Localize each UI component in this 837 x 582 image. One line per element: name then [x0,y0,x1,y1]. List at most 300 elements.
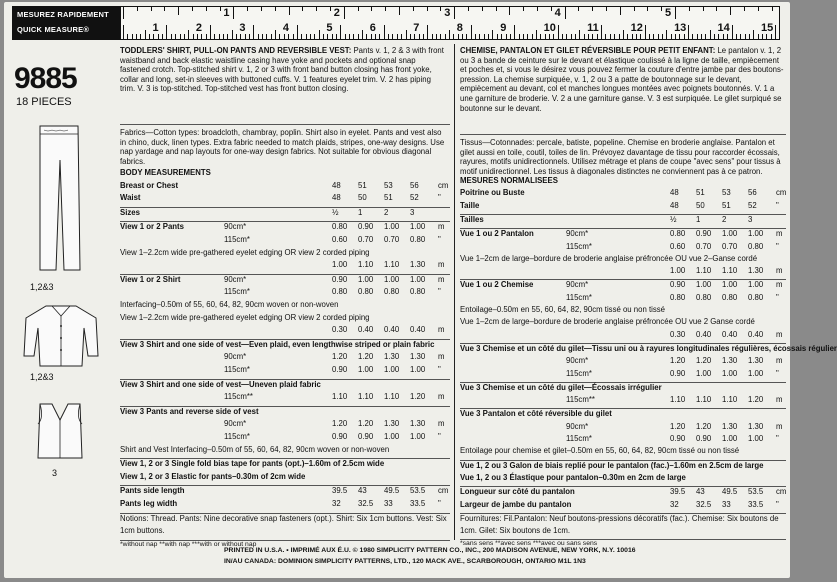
ruler-inch-tick [385,7,386,11]
ruler-inch-tick [289,7,290,15]
ruler-cm-number: 1 [152,22,159,34]
table-row-label: Entoilage–0.50m en 55, 60, 64, 82, 90cm tissé ou non tissé [460,305,666,314]
ruler-tick [523,34,524,39]
table-row-label: View 3 Pants and reverse side of vest [120,406,259,416]
ruler-tick [497,34,498,39]
table-value: 0.60 [332,235,348,244]
ruler-tick [471,25,472,39]
ruler-tick [592,34,593,39]
ruler-tick [166,25,167,39]
ruler-inch-tick [661,7,662,11]
table-value: 51 [696,188,705,198]
ruler-tick [336,34,337,39]
ruler-tick [636,34,637,39]
table-row-label: View 1–2.2cm wide pre-gathered eyelet edging OR view 2 corded piping [120,312,370,322]
table-value: 0.80 [332,287,348,297]
ruler-cm-number: 8 [456,22,463,34]
ruler-tick [297,25,298,39]
en-description-body: Pants v. 1, 2 & 3 with front waistband and back elastic waistline casing have yoke and pockets and optional snap fastened crotch. Top-stitched shirt v. 1, 2 or 3 with front band button closing has front yoke, collar and long, set-in sleeves with buttoned cuffs. V. 1 features eyelet trim. V. 2 has piping trim. V. 3 is top-stitched. Top-stitched vest has front button closing. [120,46,444,94]
table-value: 3 [410,207,415,217]
ruler-tick [514,25,515,39]
ruler-tick [614,34,615,39]
footer-line-1: PRINTED IN U.S.A. • IMPRIMÉ AUX É.U. © 1980 SIMPLICITY PATTERN CO., INC., 200 MADISON AVENUE, NEW YORK, N.Y. 10016 [224,547,636,554]
table-value: 1.00 [384,274,400,284]
table-value: 1.20 [696,421,712,431]
ruler-tick [158,34,159,39]
table-value: 0.60 [670,241,686,251]
table-value: 0.70 [384,235,400,244]
table-unit: " [776,200,779,210]
ruler-tick [306,34,307,39]
table-value: 0.80 [696,292,712,302]
ruler-tick [371,34,372,39]
table-row-label: Fournitures: Fil.Pantalon: Neuf boutons-pressions décoratifs (fac.). Chemise: Six boutons de [460,513,779,523]
ruler-inch-tick [565,7,566,19]
table-value: 0.70 [722,241,738,251]
piece-count: 18 PIECES [16,96,72,108]
table-value: 0.80 [748,241,764,251]
ruler-tick [210,25,211,39]
ruler-tick [549,34,550,39]
table-fabric-width: 90cm* [224,274,247,284]
table-fabric-width: 90cm* [224,222,247,232]
ruler-tick [623,30,624,39]
table-row-label: Interfacing–0.50m of 55, 60, 64, 82, 90cm woven or non-woven [120,300,339,309]
table-value: 0.80 [410,235,426,244]
table-value: 1.10 [384,392,400,402]
ruler-tick [445,34,446,39]
ruler-tick [575,34,576,39]
table-value: 1.30 [722,356,738,366]
table-fabric-width: 90cm* [224,419,247,429]
table-row-label: Poitrine ou Buste [460,188,525,198]
ruler-tick [397,34,398,39]
ruler-tick [440,34,441,39]
ruler-tick [401,34,402,39]
table-value: 56 [748,188,757,198]
table-value: 53 [384,180,393,190]
ruler-inch-number: 4 [554,7,561,19]
table-value: 1.10 [358,260,374,270]
table-unit: m [438,325,445,335]
table-value: 32 [332,499,341,508]
table-unit: m [438,222,445,232]
ruler-inch-tick [620,7,621,15]
ruler-tick [358,34,359,39]
ruler-label-en: QUICK MEASURE® [17,25,90,34]
ruler-tick [501,34,502,39]
table-row-label: View 1–2.2cm wide pre-gathered eyelet edging OR view 2 corded piping [120,247,370,257]
table-value: 1 [696,214,701,224]
ruler-tick [671,34,672,39]
ruler-inch-tick [164,7,165,11]
table-value: 51 [358,180,367,190]
table-value: 1.20 [358,352,374,362]
ruler-tick [293,34,294,39]
table-value: 1.30 [384,352,400,362]
ruler-cm-number: 11 [587,22,599,34]
table-fabric-width: 115cm* [224,365,250,374]
ruler-tick [353,34,354,39]
table-value: 0.80 [332,222,348,232]
ruler-inch-tick [744,7,745,11]
table-value: 1.00 [748,434,764,443]
table-value: 51 [384,193,393,203]
ruler-tick [175,34,176,39]
ruler-inch-tick [606,7,607,11]
ruler-tick [245,34,246,39]
fr-fabrics-body: Tissus—Cotonnades: percale, batiste, popeline. Chemise en broderie anglaise. Pantalon et gilet aussi en toile, coutil, toiles de lin. Prévoyez davantage de tissu pour raccorder écossais, rayures, motifs unidirectionnels. Utilisez métrage et plans de coupe "avec sens" pour tissus à motif unidirectionnel. Les tissus à diagonales distinctes ne conviennent pas à ce patron. [460,138,781,176]
table-row-label: View 1, 2 or 3 Single fold bias tape for pants (opt.)–1.60m of 2.5cm wide [120,459,385,469]
ruler-cm-number: 4 [282,22,289,34]
column-divider [454,44,455,540]
table-value: 50 [696,200,705,210]
ruler-inch-tick [316,7,317,11]
table-value: 50 [358,193,367,203]
table-value: 0.30 [332,325,348,335]
ruler-tick [519,34,520,39]
table-unit: " [438,235,441,244]
en-rule [120,124,450,125]
ruler-inch-tick [758,7,759,11]
table-row-label: Breast or Chest [120,180,179,190]
ruler-cm-number: 5 [326,22,333,34]
table-unit: " [438,432,441,441]
ruler-tick [584,34,585,39]
ruler-tick [123,25,124,39]
ruler-inch-tick [413,7,414,11]
table-row-label: Vue 1 ou 2 Pantalon [460,229,534,239]
ruler-tick [732,25,733,39]
table-value: 0.90 [332,432,348,441]
table-value: 1.20 [332,419,348,429]
ruler-tick [362,30,363,39]
ruler-cm-number: 2 [195,22,203,34]
table-row-label: BODY MEASUREMENTS [120,168,211,177]
table-unit: m [438,274,445,284]
table-value: 2 [722,214,727,224]
table-value: 1.00 [722,280,738,290]
ruler-tick [410,34,411,39]
table-unit: " [776,292,779,302]
table-value: 0.90 [358,222,374,232]
ruler-tick [332,34,333,39]
table-row-label: Taille [460,200,480,210]
table-value: 0.80 [384,287,400,297]
ruler-cm-number: 10 [543,22,556,34]
ruler-tick [588,34,589,39]
table-value: 33 [384,499,393,508]
ruler-tick [214,34,215,39]
table-unit: " [776,241,779,251]
ruler-tick [201,34,202,39]
ruler-inch-tick [468,7,469,11]
ruler-tick [758,34,759,39]
ruler-inch-tick [123,7,124,19]
ruler-tick [240,34,241,39]
table-row-label: Vue 1 ou 2 Chemise [460,280,534,290]
ruler-tick [227,34,228,39]
table-value: 0.40 [696,329,712,339]
table-unit: cm [776,487,787,497]
table-value: 1.00 [358,274,374,284]
table-unit: cm [438,180,449,190]
ruler-tick [288,34,289,39]
table-value: 1.00 [722,368,738,378]
table-row-label: Entoilage pour chemise et gilet–0.50m en 55, 60, 64, 82, 90cm tissé ou non tissé [460,446,740,456]
measure-ruler [12,6,780,40]
ruler-tick [375,34,376,39]
table-row-label: Tailles [460,214,484,224]
table-value: 48 [332,193,341,203]
ruler-inch-tick [206,7,207,11]
ruler-tick [710,30,711,39]
table-row-label: Notions: Thread. Pants: Nine decorative snap fasteners (opt.). Shirt: Six 1cm buttons. Vest: Six [120,513,447,523]
ruler-tick [510,34,511,39]
table-value: 1.10 [332,392,348,402]
ruler-tick [436,34,437,39]
ruler-tick [558,25,559,39]
table-value: 1.30 [748,356,764,366]
table-row-label: 1cm buttons. [120,526,165,536]
table-value: 1.00 [722,229,738,239]
ruler-tick [545,34,546,39]
en-fabrics [120,128,446,166]
table-value: 1.00 [410,222,426,232]
table-value: 1.20 [696,356,712,366]
ruler-tick [206,34,207,39]
ruler-tick [366,34,367,39]
ruler-tick [162,34,163,39]
table-value: 3 [748,214,753,224]
table-value: 33.5 [748,499,764,509]
table-value: 1.30 [384,419,400,429]
table-value: 1.20 [358,419,374,429]
ruler-tick [684,34,685,39]
ruler-tick [310,34,311,39]
ruler-inch-tick [509,7,510,15]
ruler-tick [749,34,750,39]
ruler-tick [723,34,724,39]
table-value: 0.40 [384,325,400,335]
ruler-inch-tick [440,7,441,11]
table-value: 1.30 [410,352,426,362]
table-value: 33 [722,499,731,509]
table-unit: m [776,329,783,339]
table-value: 0.90 [332,274,348,284]
table-row-label: MESURES NORMALISEES [460,176,558,185]
table-value: 1.00 [748,368,764,378]
pattern-envelope-back [4,2,837,578]
table-value: 1.00 [384,432,400,441]
table-value: 48 [670,188,679,198]
ruler-inch-tick [592,7,593,11]
table-row-label: Longueur sur côté du pantalon [460,487,575,497]
ruler-tick [271,34,272,39]
ruler-tick [188,30,189,39]
ruler-inch-tick [261,7,262,11]
fr-description-body: Le pantalon v. 1, 2 ou 3 a bande de ceinture sur le devant et élastique coulissé à la ligne de taille, empiècement et poches et, si vous le désirez vous pouvez fermer la couture d'entre jambe par des boutons-pression. La chemise surpiquée, v. 1, 2 ou 3 a patte de boutonnage sur le devant, empiècement au devant, col et manches longues montées avec poignets boutonnés. V. 1 a une garniture de broderie. V. 2 a une garniture ganse. V. 3 est surpiquée. Le gilet surpiqué se boutonne sur le devant. [460,46,784,113]
table-value: 53.5 [748,487,764,497]
ruler-label-box [13,7,121,39]
ruler-cm-number: 12 [630,22,643,34]
ruler-tick [775,25,776,39]
ruler-tick [640,34,641,39]
en-description-title: TODDLERS' SHIRT, PULL-ON PANTS AND REVERSIBLE VEST: [120,46,352,55]
ruler-tick [180,34,181,39]
ruler-tick [601,25,602,39]
ruler-inch-tick [634,7,635,11]
ruler-tick [492,30,493,39]
ruler-inch-tick [358,7,359,11]
ruler-tick [314,34,315,39]
ruler-tick [319,30,320,39]
ruler-tick [184,34,185,39]
table-value: 51 [722,200,731,210]
ruler-inch-tick [496,7,497,11]
table-rule [460,214,786,215]
table-value: 1.20 [410,392,426,402]
ruler-tick [249,34,250,39]
ruler-tick [384,25,385,39]
table-row-label: Sizes [120,207,140,217]
table-value: 1.00 [384,365,400,374]
ruler-tick [718,34,719,39]
ruler-tick [619,34,620,39]
table-unit: m [438,392,445,402]
ruler-tick [692,34,693,39]
ruler-tick [406,30,407,39]
ruler-tick [579,30,580,39]
table-fabric-width: 115cm* [224,432,250,441]
pants-sketch [22,120,102,280]
ruler-tick [392,34,393,39]
ruler-inch-tick [647,7,648,11]
ruler-inch-tick [247,7,248,11]
ruler-inch-tick [330,7,331,11]
ruler-tick [484,34,485,39]
table-value: 0.80 [748,292,764,302]
table-fabric-width: 115cm* [566,292,592,302]
ruler-inch-tick [344,7,345,19]
ruler-inch-tick [716,7,717,11]
ruler-tick [571,34,572,39]
ruler-tick [566,34,567,39]
table-value: 0.70 [696,241,712,251]
pattern-number: 9885 [14,62,77,95]
shirt-sketch [18,298,104,368]
table-value: 33.5 [410,499,426,508]
table-value: 1.00 [748,280,764,290]
ruler-tick [453,34,454,39]
ruler-inch-tick [772,7,773,11]
table-value: 1.20 [332,352,348,362]
ruler-tick [132,34,133,39]
table-value: 1.20 [670,356,686,366]
table-value: 1.00 [696,280,712,290]
table-value: 0.80 [410,287,426,297]
ruler-label-fr: MESUREZ RAPIDEMENT [17,10,109,19]
table-value: 1.10 [696,266,712,276]
table-row-label: Vue 1, 2 ou 3 Élastique pour pantalon–0.30m en 2cm de large [460,472,686,482]
table-value: 1.10 [722,395,738,405]
table-fabric-width: 115cm* [224,235,250,244]
ruler-tick [419,34,420,39]
table-row-label: Pants side length [120,486,185,496]
en-fabrics-body: Fabrics—Cotton types: broadcloth, chambray, poplin. Shirt also in eyelet. Pants and vest also in chino, duck, linen types. Extra fabric needed to match plaids, stripes, one-way designs. Use nap yardage and nap layouts for one-way design fabrics. Not suitable for obvious diagonal fabrics. [120,128,445,166]
table-unit: m [438,260,445,270]
table-fabric-width: 115cm* [566,434,592,443]
table-value: ½ [332,207,339,217]
table-row-label: 1cm. Gilet: Six boutons de 1cm. [460,526,571,536]
ruler-tick [219,34,220,39]
table-value: 0.90 [358,432,374,441]
table-value: 1.30 [410,260,426,270]
ruler-tick [688,25,689,39]
table-row-label: Vue 3 Chemise et un côté du gilet—Tissu uni ou à rayures longitudinales régulières, écossais régulier [460,343,837,353]
ruler-tick [449,30,450,39]
fr-description-title: CHEMISE, PANTALON ET GILET RÉVERSIBLE POUR PETIT ENFANT: [460,46,716,55]
table-value: 0.40 [410,325,426,335]
fr-rule [460,134,786,135]
ruler-tick [605,34,606,39]
ruler-tick [136,34,137,39]
ruler-tick [632,34,633,39]
ruler-inch-tick [399,7,400,15]
table-row-label: Vue 1, 2 ou 3 Galon de biais replié pour le pantalon (fac.)–1.60m en 2.5cm de large [460,460,764,470]
ruler-inch-tick [151,7,152,11]
ruler-tick [423,34,424,39]
table-unit: cm [776,188,787,198]
ruler-tick [345,34,346,39]
table-fabric-width: 90cm* [566,356,589,366]
ruler-tick [232,30,233,39]
ruler-tick [279,34,280,39]
ruler-cm-number: 3 [239,22,246,34]
ruler-inch-tick [220,7,221,11]
table-row-label: Pants leg width [120,499,178,508]
table-unit: m [776,356,783,366]
ruler-tick [697,34,698,39]
ruler-inch-tick [454,7,455,19]
ruler-tick [553,34,554,39]
table-value: 0.40 [722,329,738,339]
table-value: 1.30 [748,266,764,276]
table-value: 1.00 [670,266,686,276]
table-row-label: View 3 Shirt and one side of vest—Even plaid, even lengthwise striped or plain fabric [120,339,435,349]
ruler-tick [745,34,746,39]
ruler-cm-number: 13 [674,22,687,34]
ruler-inch-tick [192,7,193,11]
ruler-inch-tick [537,7,538,11]
table-row-label: *sans sens **avec sens ***avec ou sans sens [460,540,598,548]
ruler-inch-tick [371,7,372,11]
ruler-tick [627,34,628,39]
table-fabric-width: 115cm* [224,287,250,297]
table-value: 1.10 [384,260,400,270]
table-value: 0.40 [358,325,374,335]
table-value: 0.90 [670,368,686,378]
table-value: 0.90 [332,365,348,374]
table-value: 0.90 [696,229,712,239]
table-value: 0.70 [358,235,374,244]
table-value: 1.00 [358,365,374,374]
ruler-inch-tick [730,7,731,15]
ruler-inch-tick [137,7,138,11]
ruler-tick [193,34,194,39]
table-unit: " [438,287,441,297]
ruler-tick [388,34,389,39]
